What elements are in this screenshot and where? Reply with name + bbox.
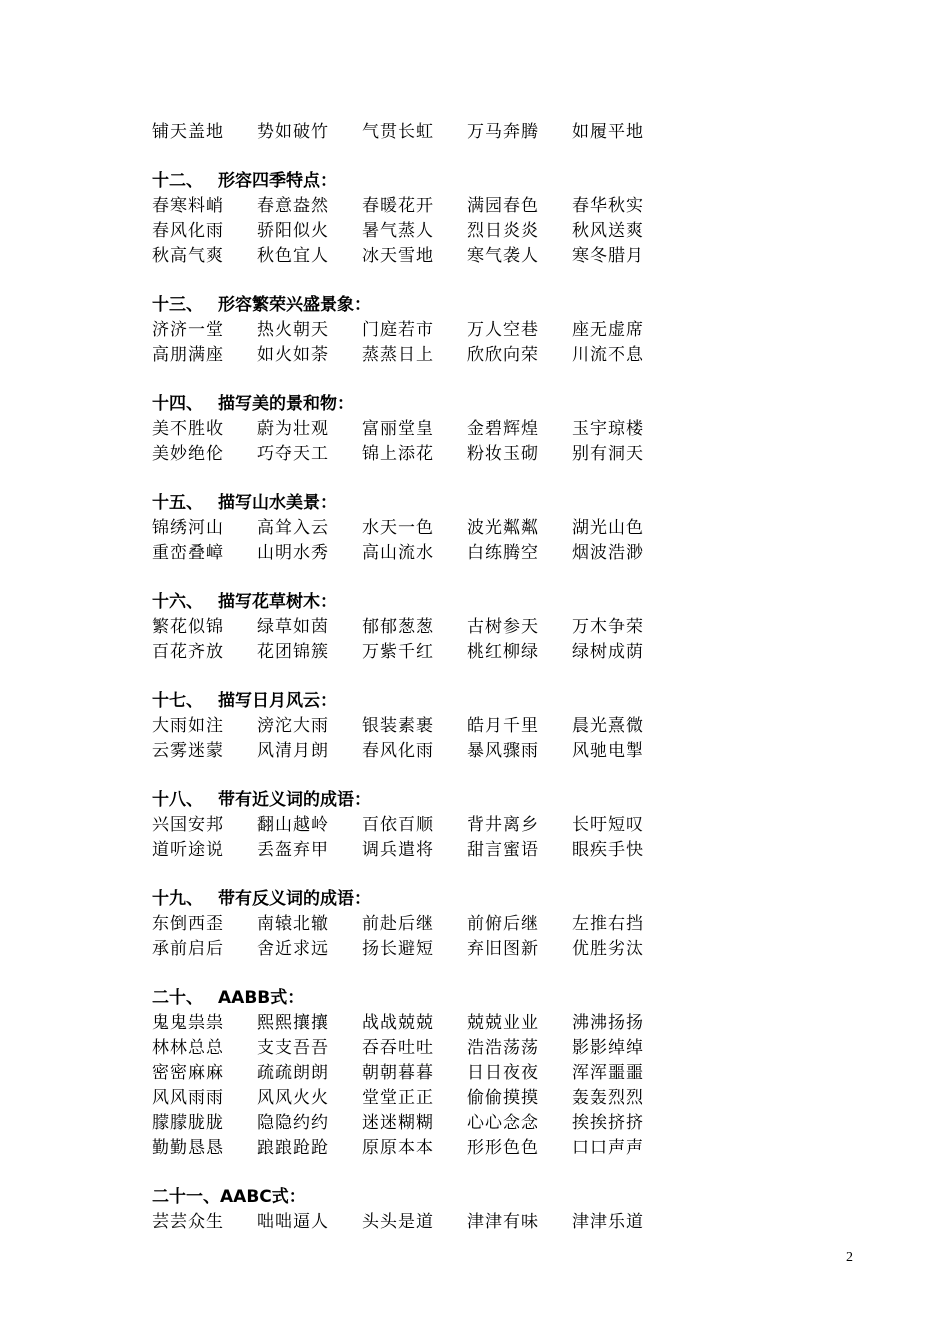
idiom: 万马奔腾 bbox=[467, 122, 539, 142]
section-title: 形容四季特点： bbox=[218, 171, 337, 191]
section-number: 十五、 bbox=[152, 493, 203, 513]
idiom: 铺天盖地 bbox=[152, 122, 224, 142]
idiom: 疏疏朗朗 bbox=[257, 1063, 329, 1083]
idiom-row bbox=[152, 1086, 872, 1111]
section-number: 十四、 bbox=[152, 394, 203, 414]
idiom: 花团锦簇 bbox=[257, 642, 329, 662]
idiom: 堂堂正正 bbox=[362, 1088, 434, 1108]
section-number: 十六、 bbox=[152, 592, 203, 612]
idiom-row bbox=[152, 516, 872, 541]
section-number: 十九、 bbox=[152, 889, 203, 909]
idiom: 高耸入云 bbox=[257, 518, 329, 538]
idiom: 气贯长虹 bbox=[362, 122, 434, 142]
idiom: 美不胜收 bbox=[152, 419, 224, 439]
idiom: 日日夜夜 bbox=[467, 1063, 539, 1083]
idiom-section bbox=[152, 1185, 872, 1235]
idiom: 暑气蒸人 bbox=[362, 221, 434, 241]
idiom: 道听途说 bbox=[152, 840, 224, 860]
idiom: 扬长避短 bbox=[362, 939, 434, 959]
idiom-row bbox=[152, 1136, 872, 1161]
idiom: 风清月朗 bbox=[257, 741, 329, 761]
section-number: 十七、 bbox=[152, 691, 203, 711]
idiom: 万人空巷 bbox=[467, 320, 539, 340]
section-heading bbox=[152, 590, 872, 615]
idiom: 万紫千红 bbox=[362, 642, 434, 662]
idiom: 春风化雨 bbox=[152, 221, 224, 241]
idiom-row bbox=[152, 442, 872, 467]
idiom: 战战兢兢 bbox=[362, 1013, 434, 1033]
idiom: 湖光山色 bbox=[572, 518, 644, 538]
idiom: 迷迷糊糊 bbox=[362, 1113, 434, 1133]
section-title: 描写花草树木： bbox=[218, 592, 337, 612]
idiom: 水天一色 bbox=[362, 518, 434, 538]
idiom: 高朋满座 bbox=[152, 345, 224, 365]
idiom-section bbox=[152, 293, 872, 368]
idiom: 富丽堂皇 bbox=[362, 419, 434, 439]
idiom: 美妙绝伦 bbox=[152, 444, 224, 464]
idiom: 熙熙攘攘 bbox=[257, 1013, 329, 1033]
idiom: 风驰电掣 bbox=[572, 741, 644, 761]
idiom: 兴国安邦 bbox=[152, 815, 224, 835]
idiom: 密密麻麻 bbox=[152, 1063, 224, 1083]
idiom: 百花齐放 bbox=[152, 642, 224, 662]
idiom: 咄咄逼人 bbox=[257, 1212, 329, 1232]
idiom: 朦朦胧胧 bbox=[152, 1113, 224, 1133]
idiom: 云雾迷蒙 bbox=[152, 741, 224, 761]
idiom: 浩浩荡荡 bbox=[467, 1038, 539, 1058]
idiom: 风风雨雨 bbox=[152, 1088, 224, 1108]
idiom: 如履平地 bbox=[572, 122, 644, 142]
idiom: 长吁短叹 bbox=[572, 815, 644, 835]
idiom-row bbox=[152, 1011, 872, 1036]
idiom: 绿树成荫 bbox=[572, 642, 644, 662]
idiom: 晨光熹微 bbox=[572, 716, 644, 736]
idiom: 津津乐道 bbox=[572, 1212, 644, 1232]
idiom: 滂沱大雨 bbox=[257, 716, 329, 736]
section-title: 描写山水美景： bbox=[218, 493, 337, 513]
idiom-row bbox=[152, 194, 872, 219]
idiom: 丢盔弃甲 bbox=[257, 840, 329, 860]
section-number: 二十、 bbox=[152, 988, 203, 1008]
section-title: 带有近义词的成语： bbox=[218, 790, 371, 810]
idiom: 秋色宜人 bbox=[257, 246, 329, 266]
section-title: 描写日月风云： bbox=[218, 691, 337, 711]
idiom: 前俯后继 bbox=[467, 914, 539, 934]
idiom-row bbox=[152, 1210, 872, 1235]
idiom-row bbox=[152, 640, 872, 665]
idiom: 如火如荼 bbox=[257, 345, 329, 365]
idiom: 心心念念 bbox=[467, 1113, 539, 1133]
section-title: 形容繁荣兴盛景象： bbox=[218, 295, 371, 315]
idiom: 沸沸扬扬 bbox=[572, 1013, 644, 1033]
idiom: 承前启后 bbox=[152, 939, 224, 959]
idiom: 万木争荣 bbox=[572, 617, 644, 637]
idiom-row bbox=[152, 937, 872, 962]
idiom: 绿草如茵 bbox=[257, 617, 329, 637]
idiom-row bbox=[152, 417, 872, 442]
idiom-row bbox=[152, 541, 872, 566]
idiom: 锦上添花 bbox=[362, 444, 434, 464]
section-title: AABC式： bbox=[220, 1187, 306, 1207]
section-number: 十三、 bbox=[152, 295, 203, 315]
idiom: 桃红柳绿 bbox=[467, 642, 539, 662]
idiom: 繁花似锦 bbox=[152, 617, 224, 637]
idiom: 背井离乡 bbox=[467, 815, 539, 835]
idiom: 秋高气爽 bbox=[152, 246, 224, 266]
page-number: 2 bbox=[846, 1250, 853, 1265]
idiom-row bbox=[152, 615, 872, 640]
section-heading bbox=[152, 887, 872, 912]
idiom: 眼疾手快 bbox=[572, 840, 644, 860]
idiom: 南辕北辙 bbox=[257, 914, 329, 934]
section-title: 描写美的景和物： bbox=[218, 394, 354, 414]
idiom-row bbox=[152, 343, 872, 368]
idiom: 影影绰绰 bbox=[572, 1038, 644, 1058]
idiom: 优胜劣汰 bbox=[572, 939, 644, 959]
idiom: 春华秋实 bbox=[572, 196, 644, 216]
idiom: 芸芸众生 bbox=[152, 1212, 224, 1232]
idiom: 勤勤恳恳 bbox=[152, 1138, 224, 1158]
idiom: 大雨如注 bbox=[152, 716, 224, 736]
idiom: 支支吾吾 bbox=[257, 1038, 329, 1058]
idiom: 前赴后继 bbox=[362, 914, 434, 934]
idiom: 骄阳似火 bbox=[257, 221, 329, 241]
section-number: 十二、 bbox=[152, 171, 203, 191]
idiom-row bbox=[152, 739, 872, 764]
idiom: 川流不息 bbox=[572, 345, 644, 365]
idiom: 烈日炎炎 bbox=[467, 221, 539, 241]
idiom-section bbox=[152, 689, 872, 764]
idiom-row bbox=[152, 219, 872, 244]
idiom: 调兵遣将 bbox=[362, 840, 434, 860]
idiom-section bbox=[152, 986, 872, 1161]
idiom-row bbox=[152, 318, 872, 343]
idiom: 重峦叠嶂 bbox=[152, 543, 224, 563]
idiom-row bbox=[152, 1111, 872, 1136]
idiom: 烟波浩渺 bbox=[572, 543, 644, 563]
idiom-row bbox=[152, 714, 872, 739]
section-heading bbox=[152, 392, 872, 417]
document-body bbox=[152, 120, 872, 1235]
idiom: 热火朝天 bbox=[257, 320, 329, 340]
idiom: 蒸蒸日上 bbox=[362, 345, 434, 365]
idiom: 冰天雪地 bbox=[362, 246, 434, 266]
idiom-section bbox=[152, 590, 872, 665]
idiom-section bbox=[152, 788, 872, 863]
idiom: 寒冬腊月 bbox=[572, 246, 644, 266]
idiom: 吞吞吐吐 bbox=[362, 1038, 434, 1058]
idiom: 春风化雨 bbox=[362, 741, 434, 761]
idiom: 风风火火 bbox=[257, 1088, 329, 1108]
idiom: 古树参天 bbox=[467, 617, 539, 637]
idiom: 朝朝暮暮 bbox=[362, 1063, 434, 1083]
idiom: 济济一堂 bbox=[152, 320, 224, 340]
idiom: 津津有味 bbox=[467, 1212, 539, 1232]
idiom-row bbox=[152, 1061, 872, 1086]
idiom-section bbox=[152, 392, 872, 467]
idiom: 左推右挡 bbox=[572, 914, 644, 934]
idiom: 满园春色 bbox=[467, 196, 539, 216]
idiom: 挨挨挤挤 bbox=[572, 1113, 644, 1133]
idiom: 高山流水 bbox=[362, 543, 434, 563]
idiom-row bbox=[152, 838, 872, 863]
idiom-row bbox=[152, 912, 872, 937]
idiom: 春寒料峭 bbox=[152, 196, 224, 216]
idiom-section bbox=[152, 887, 872, 962]
section-heading bbox=[152, 1185, 872, 1210]
idiom: 郁郁葱葱 bbox=[362, 617, 434, 637]
idiom: 头头是道 bbox=[362, 1212, 434, 1232]
idiom: 鬼鬼祟祟 bbox=[152, 1013, 224, 1033]
idiom-row bbox=[152, 1036, 872, 1061]
idiom: 银装素裹 bbox=[362, 716, 434, 736]
idiom: 隐隐约约 bbox=[257, 1113, 329, 1133]
idiom: 形形色色 bbox=[467, 1138, 539, 1158]
idiom: 波光粼粼 bbox=[467, 518, 539, 538]
idiom: 暴风骤雨 bbox=[467, 741, 539, 761]
section-heading bbox=[152, 986, 872, 1011]
idiom-section bbox=[152, 169, 872, 269]
idiom: 锦绣河山 bbox=[152, 518, 224, 538]
idiom: 寒气袭人 bbox=[467, 246, 539, 266]
idiom: 白练腾空 bbox=[467, 543, 539, 563]
idiom: 粉妆玉砌 bbox=[467, 444, 539, 464]
intro-row bbox=[152, 120, 872, 145]
idiom: 玉宇琼楼 bbox=[572, 419, 644, 439]
idiom: 金碧辉煌 bbox=[467, 419, 539, 439]
idiom: 偷偷摸摸 bbox=[467, 1088, 539, 1108]
idiom: 势如破竹 bbox=[257, 122, 329, 142]
idiom: 林林总总 bbox=[152, 1038, 224, 1058]
idiom: 皓月千里 bbox=[467, 716, 539, 736]
idiom: 门庭若市 bbox=[362, 320, 434, 340]
idiom: 东倒西歪 bbox=[152, 914, 224, 934]
section-heading bbox=[152, 293, 872, 318]
idiom: 别有洞天 bbox=[572, 444, 644, 464]
idiom: 舍近求远 bbox=[257, 939, 329, 959]
idiom: 浑浑噩噩 bbox=[572, 1063, 644, 1083]
idiom: 春意盎然 bbox=[257, 196, 329, 216]
idiom: 秋风送爽 bbox=[572, 221, 644, 241]
section-heading bbox=[152, 788, 872, 813]
section-title: 带有反义词的成语： bbox=[218, 889, 371, 909]
idiom: 轰轰烈烈 bbox=[572, 1088, 644, 1108]
idiom: 百依百顺 bbox=[362, 815, 434, 835]
idiom-row bbox=[152, 813, 872, 838]
idiom: 蔚为壮观 bbox=[257, 419, 329, 439]
idiom: 原原本本 bbox=[362, 1138, 434, 1158]
idiom: 踉踉跄跄 bbox=[257, 1138, 329, 1158]
section-heading bbox=[152, 491, 872, 516]
idiom: 山明水秀 bbox=[257, 543, 329, 563]
idiom: 座无虚席 bbox=[572, 320, 644, 340]
idiom-row bbox=[152, 244, 872, 269]
idiom: 口口声声 bbox=[572, 1138, 644, 1158]
idiom-section bbox=[152, 491, 872, 566]
idiom: 春暖花开 bbox=[362, 196, 434, 216]
section-number: 十八、 bbox=[152, 790, 203, 810]
section-title: AABB式： bbox=[218, 988, 305, 1008]
idiom: 兢兢业业 bbox=[467, 1013, 539, 1033]
section-number: 二十一、 bbox=[152, 1187, 220, 1207]
section-heading bbox=[152, 169, 872, 194]
section-heading bbox=[152, 689, 872, 714]
idiom: 甜言蜜语 bbox=[467, 840, 539, 860]
idiom: 翻山越岭 bbox=[257, 815, 329, 835]
idiom: 欣欣向荣 bbox=[467, 345, 539, 365]
idiom: 巧夺天工 bbox=[257, 444, 329, 464]
sections-container bbox=[152, 169, 872, 1235]
idiom: 弃旧图新 bbox=[467, 939, 539, 959]
